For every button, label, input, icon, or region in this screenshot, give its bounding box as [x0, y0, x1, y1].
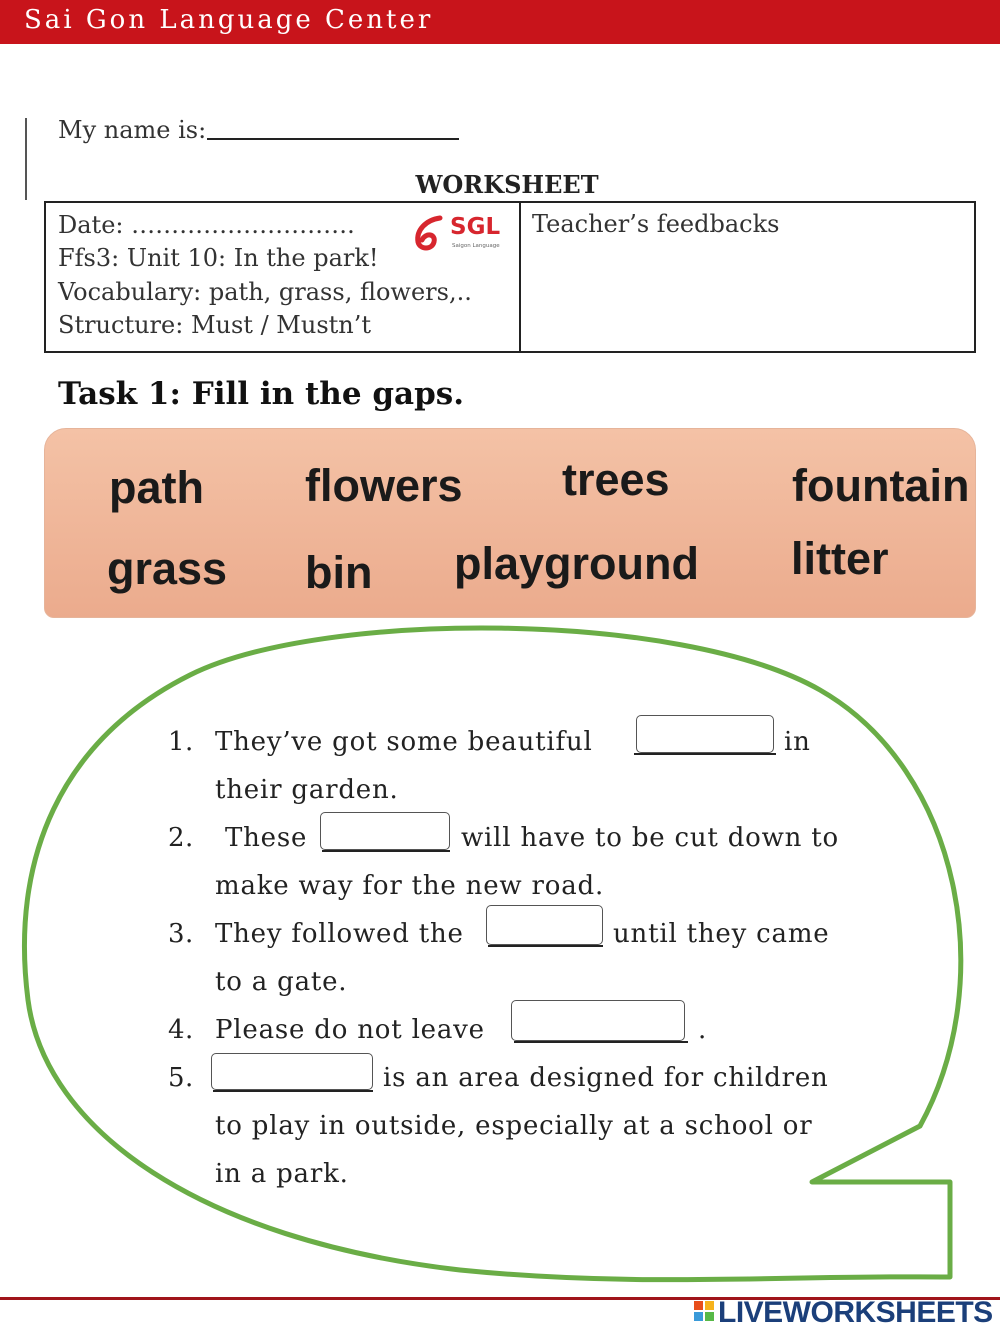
- question-3-text-line2: to a gate.: [215, 967, 348, 997]
- word-trees: trees: [562, 454, 670, 505]
- question-1-number: 1.: [168, 727, 194, 757]
- header-bar: [0, 0, 1000, 44]
- word-path: path: [109, 462, 204, 513]
- name-label: My name is:: [58, 116, 207, 144]
- unit-line: Ffs3: Unit 10: In the park!: [58, 244, 379, 272]
- question-1-text-after: in: [784, 727, 811, 757]
- question-5-text-after: is an area designed for children: [383, 1063, 829, 1093]
- sgl-logo-subtext: Saigon Language: [452, 243, 500, 249]
- date-line: Date: ……………………….: [58, 211, 355, 239]
- info-divider: [519, 201, 521, 353]
- center-title: Sai Gon Language Center: [24, 5, 434, 35]
- question-4-number: 4.: [168, 1015, 194, 1045]
- liveworksheets-brand[interactable]: LIVEWORKSHEETS: [718, 1296, 993, 1329]
- question-2-underline: [322, 850, 450, 852]
- sgl-logo: [412, 214, 512, 256]
- name-underline: [207, 138, 459, 140]
- question-4-text-after: .: [698, 1015, 708, 1045]
- word-grass: grass: [107, 543, 228, 594]
- word-bin: bin: [305, 547, 373, 598]
- teacher-feedback-label: Teacher’s feedbacks: [532, 210, 780, 238]
- question-3-number: 3.: [168, 919, 194, 949]
- question-4-underline: [514, 1041, 688, 1043]
- question-2-text-after: will have to be cut down to: [461, 823, 839, 853]
- structure-line: Structure: Must / Mustn’t: [58, 311, 372, 339]
- word-playground: playground: [454, 538, 699, 589]
- question-5-text-line3: in a park.: [215, 1159, 349, 1189]
- question-5-text-line2: to play in outside, especially at a school or: [215, 1111, 813, 1141]
- word-litter: litter: [791, 533, 889, 584]
- vocabulary-line: Vocabulary: path, grass, flowers,..: [58, 278, 472, 306]
- sgl-swirl-icon: [412, 214, 448, 254]
- question-5-number: 5.: [168, 1063, 194, 1093]
- question-2-answer-box[interactable]: [320, 812, 450, 850]
- question-1-underline: [634, 753, 776, 755]
- word-flowers: flowers: [305, 460, 463, 511]
- question-3-text-after: until they came: [613, 919, 830, 949]
- question-5-underline: [213, 1090, 373, 1092]
- word-fountain: fountain: [792, 460, 970, 511]
- question-3-answer-box[interactable]: [486, 905, 603, 945]
- question-2-text-before: These: [225, 823, 308, 853]
- question-4-answer-box[interactable]: [511, 1000, 685, 1041]
- question-3-underline: [488, 945, 603, 947]
- question-3-text-before: They followed the: [215, 919, 464, 949]
- question-1-text-before: They’ve got some beautiful: [215, 727, 593, 757]
- question-2-text-line2: make way for the new road.: [215, 871, 605, 901]
- liveworksheets-icon: [693, 1300, 715, 1322]
- question-1-answer-box[interactable]: [636, 715, 774, 753]
- question-5-answer-box[interactable]: [211, 1053, 373, 1090]
- question-2-number: 2.: [168, 823, 194, 853]
- sgl-logo-text: SGL: [450, 214, 501, 240]
- question-1-text-line2: their garden.: [215, 775, 399, 805]
- worksheet-title: WORKSHEET: [415, 170, 599, 199]
- question-4-text-before: Please do not leave: [215, 1015, 485, 1045]
- task1-title: Task 1: Fill in the gaps.: [58, 376, 465, 412]
